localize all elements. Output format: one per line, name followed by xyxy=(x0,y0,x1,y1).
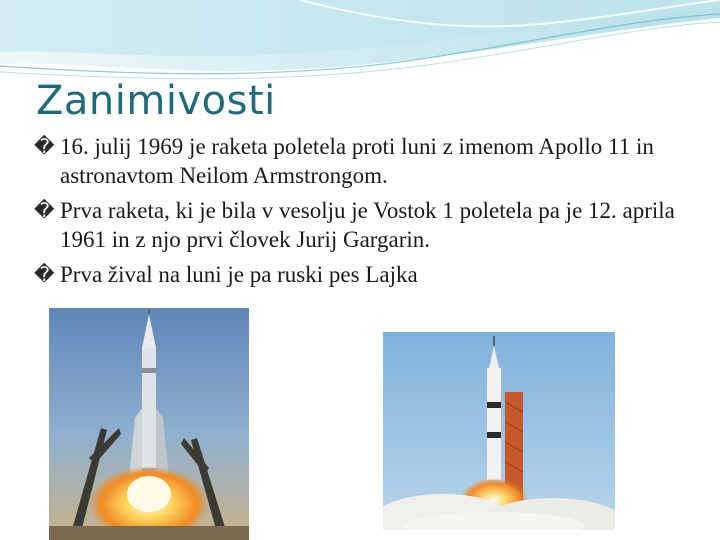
decorative-wave-header xyxy=(0,0,720,90)
bullet-text: 16. julij 1969 je raketa poletela proti luni z imenom Apollo 11 in astronavtom Neilom Armstrongom. xyxy=(60,134,654,188)
bullet-marker: � xyxy=(34,198,55,222)
bullet-list xyxy=(30,132,690,295)
vostok-launch-photo xyxy=(49,308,249,540)
bullet-marker: � xyxy=(34,134,55,158)
bullet-text: Prva žival na luni je pa ruski pes Lajka xyxy=(60,262,418,287)
bullet-item xyxy=(30,196,690,254)
bullet-text: Prva raketa, ki je bila v vesolju je Vostok 1 poletela pa je 12. aprila 1961 in z njo prvi človek Jurij Gargarin. xyxy=(60,198,675,252)
slide-title: Zanimivosti xyxy=(36,78,276,124)
bullet-item xyxy=(30,132,690,190)
bullet-marker: � xyxy=(34,262,55,286)
bullet-item xyxy=(30,260,690,289)
apollo-launch-photo xyxy=(383,332,615,530)
